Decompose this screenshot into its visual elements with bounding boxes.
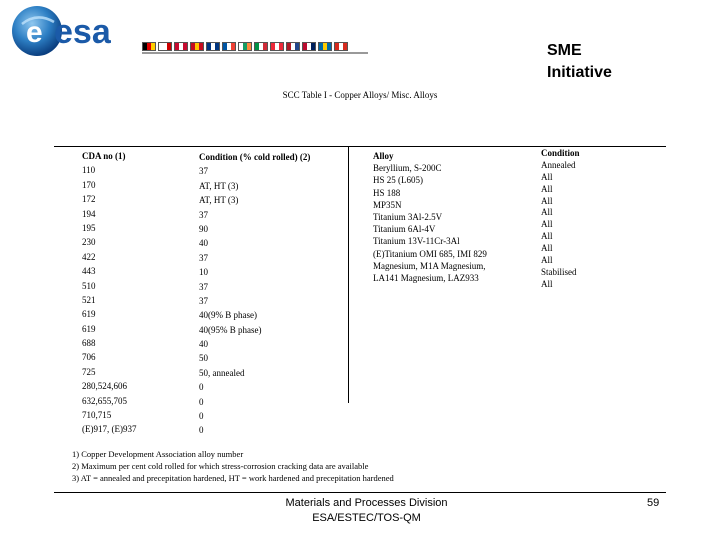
column-divider	[348, 146, 349, 403]
alloy-condition-cell: All	[541, 255, 553, 266]
condition-cell: 0	[199, 396, 204, 407]
footer-division: Materials and Processes Division	[285, 497, 448, 509]
cda-cell: 195	[82, 222, 96, 233]
alloy-condition-cell: All	[541, 207, 553, 218]
cda-cell: 706	[82, 352, 96, 363]
cda-cell: 443	[82, 266, 96, 277]
condition-cell: 10	[199, 267, 208, 278]
cda-cell: (E)917, (E)937	[82, 424, 137, 435]
alloy-condition-cell: Annealed	[541, 159, 576, 170]
footnote: 3) AT = annealed and precepitation hardened, HT = work hardened and precepitation hardened	[72, 473, 394, 483]
svg-text:e: e	[26, 16, 43, 49]
alloy-condition-cell: All	[541, 278, 553, 289]
cda-cell: 521	[82, 294, 96, 305]
flag-icon	[318, 42, 332, 51]
flag-icon	[270, 42, 284, 51]
footer-rule	[54, 492, 666, 493]
alloy-cell: Titanium 6Al-4V	[373, 224, 436, 235]
sme-initiative-label	[547, 40, 612, 84]
condition-cell: 0	[199, 411, 204, 422]
alloy-condition-cell: Stabilised	[541, 266, 577, 277]
table-top-rule	[54, 146, 666, 147]
cda-cell: 110	[82, 165, 96, 176]
cda-cell: 510	[82, 280, 96, 291]
alloy-cell: Titanium 13V-11Cr-3Al	[373, 236, 460, 247]
alloy-cell: MP35N	[373, 199, 402, 210]
page-number: 59	[647, 497, 660, 509]
condition-cell: 40(95% B phase)	[199, 324, 262, 335]
condition-header: Condition (% cold rolled) (2)	[199, 152, 311, 162]
alloy-cell: (E)Titanium OMI 685, IMI 829	[373, 248, 487, 259]
flag-icon	[190, 42, 204, 51]
condition-cell: AT, HT (3)	[199, 180, 239, 191]
alloy-cell: Titanium 3Al-2.5V	[373, 211, 443, 222]
footnote: 1) Copper Development Association alloy number	[72, 449, 244, 459]
condition-cell: 50, annealed	[199, 367, 245, 378]
alloy-condition-cell: All	[541, 219, 553, 230]
alloy-condition-header: Condition	[541, 148, 580, 158]
cda-cell: 619	[82, 323, 96, 334]
condition-cell: 37	[199, 252, 208, 263]
logo-text: esa	[54, 13, 111, 51]
alloy-condition-cell: All	[541, 183, 553, 194]
condition-cell: 37	[199, 166, 208, 177]
esa-logo	[10, 4, 150, 60]
cda-cell: 632,655,705	[82, 395, 127, 406]
cda-cell: 619	[82, 309, 96, 320]
cda-cell: 194	[82, 208, 96, 219]
cda-cell: 688	[82, 338, 96, 349]
cda-column	[82, 149, 136, 437]
condition-cell: 37	[199, 281, 208, 292]
alloy-cell: HS 188	[373, 187, 401, 198]
condition-cell: 37	[199, 295, 208, 306]
flag-icon	[254, 42, 268, 51]
alloy-cell: Magnesium, M1A Magnesium,	[373, 260, 486, 271]
alloy-condition-cell: All	[541, 243, 553, 254]
condition-cell: 0	[199, 382, 204, 393]
alloy-condition-column	[541, 148, 580, 291]
flag-icon	[222, 42, 236, 51]
alloy-condition-cell: All	[541, 231, 553, 242]
member-flags	[142, 41, 348, 52]
footer	[0, 496, 720, 526]
cda-header: CDA no (1)	[82, 151, 126, 161]
cda-cell: 170	[82, 179, 96, 190]
footer-department: ESA/ESTEC/TOS-QM	[312, 512, 421, 524]
footnotes	[72, 448, 394, 484]
condition-cell: AT, HT (3)	[199, 195, 239, 206]
alloy-cell: Beryllium, S-200C	[373, 163, 442, 174]
condition-cell: 0	[199, 425, 204, 436]
alloy-condition-cell: All	[541, 171, 553, 182]
condition-cell: 37	[199, 209, 208, 220]
cda-cell: 422	[82, 251, 96, 262]
flag-icon	[158, 42, 172, 51]
condition-cell: 40	[199, 238, 208, 249]
flag-icon	[206, 42, 220, 51]
condition-cell: 90	[199, 223, 208, 234]
cda-cell: 172	[82, 194, 96, 205]
cold-rolled-condition-column	[199, 150, 310, 438]
cda-cell: 230	[82, 237, 96, 248]
flag-icon	[174, 42, 188, 51]
flag-icon	[302, 42, 316, 51]
sme-line: SME	[547, 42, 582, 59]
alloy-cell: LA141 Magnesium, LAZ933	[373, 272, 479, 283]
flag-strip-shadow	[142, 52, 368, 54]
condition-cell: 50	[199, 353, 208, 364]
alloy-header: Alloy	[373, 151, 394, 161]
flag-icon	[238, 42, 252, 51]
flag-icon	[142, 42, 156, 51]
condition-cell: 40(9% B phase)	[199, 310, 257, 321]
flag-icon	[334, 42, 348, 51]
table-title: SCC Table I - Copper Alloys/ Misc. Alloys	[282, 90, 438, 100]
condition-cell: 40	[199, 339, 208, 350]
flag-icon	[286, 42, 300, 51]
footnote: 2) Maximum per cent cold rolled for which stress-corrosion cracking data are available	[72, 461, 369, 471]
alloy-column	[373, 150, 487, 284]
initiative-line: Initiative	[547, 64, 612, 81]
cda-cell: 710,715	[82, 410, 112, 421]
alloy-condition-cell: All	[541, 195, 553, 206]
alloy-cell: HS 25 (L605)	[373, 175, 423, 186]
cda-cell: 280,524,606	[82, 381, 127, 392]
cda-cell: 725	[82, 366, 96, 377]
